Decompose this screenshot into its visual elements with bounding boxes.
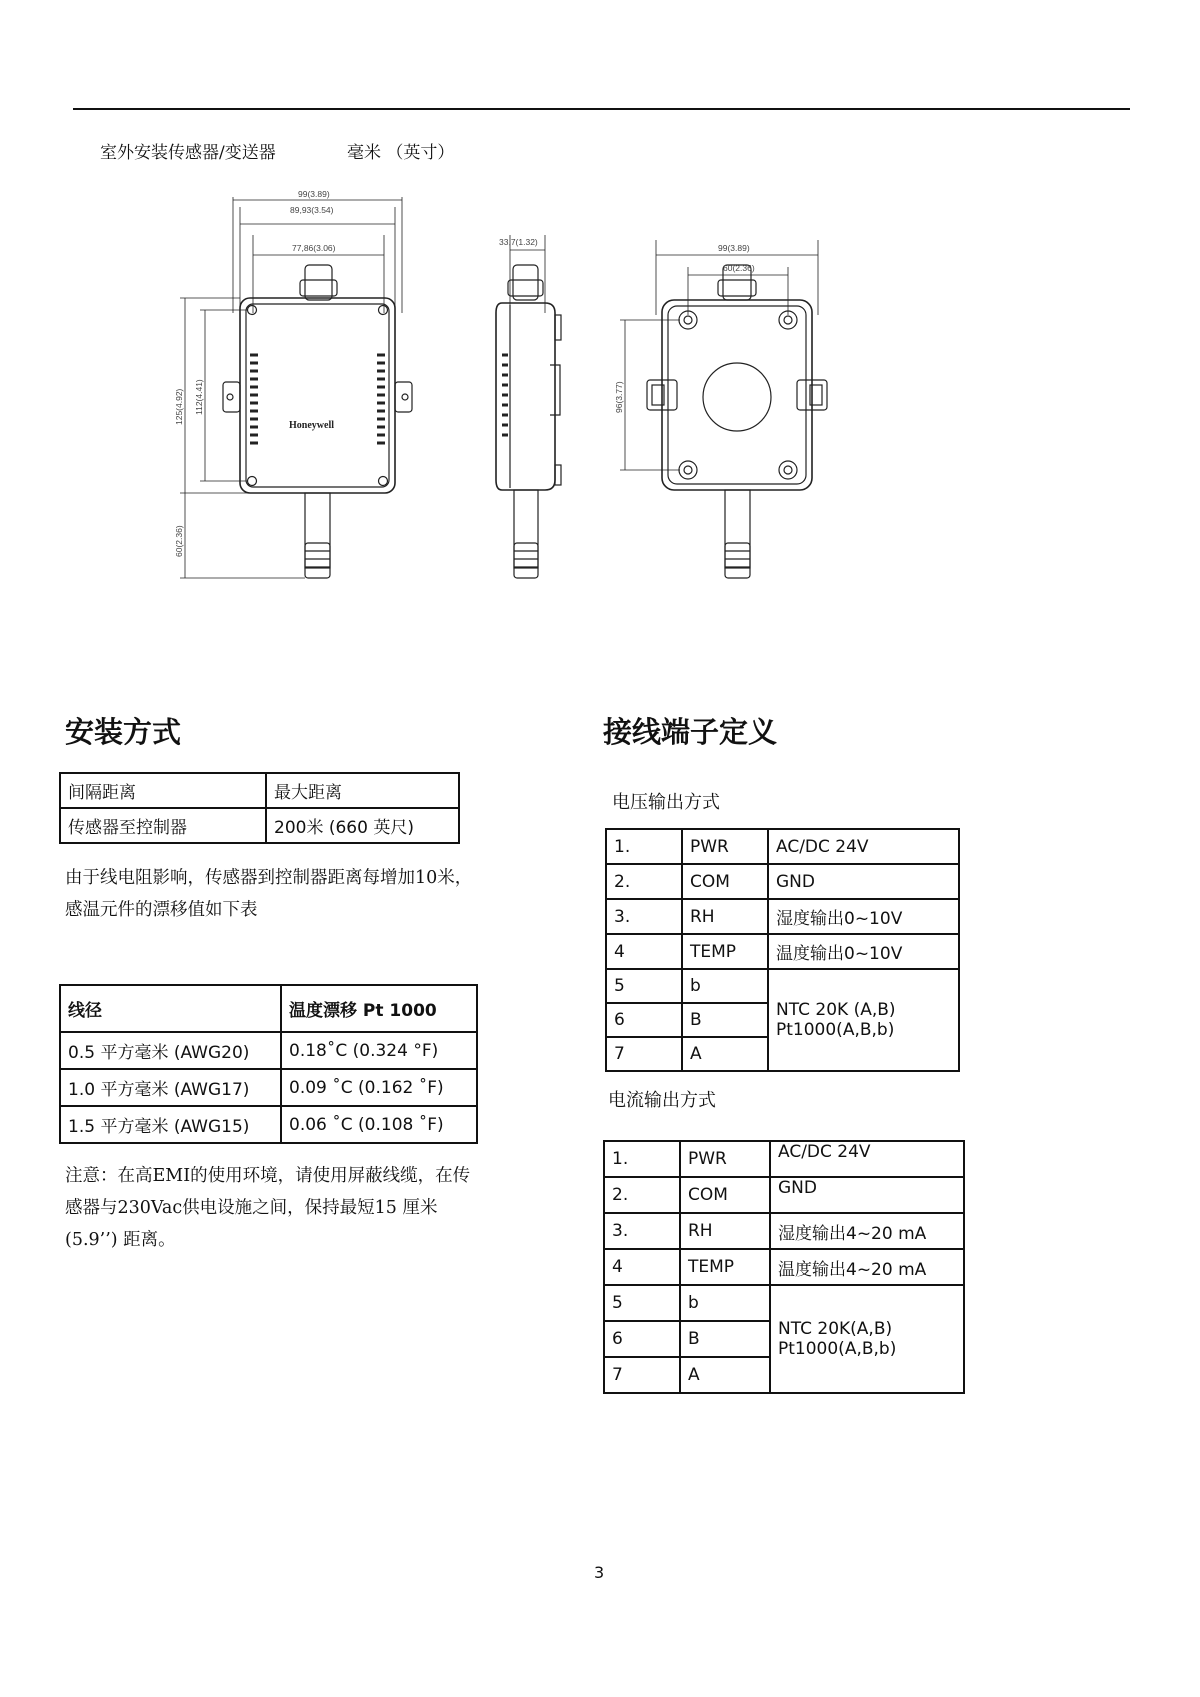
dim-back-hole-height: 96(3.77) [614, 381, 624, 413]
dim-back-outer-width: 99(3.89) [718, 243, 750, 253]
drift-note-line: 由于线电阻影响，传感器到控制器距离每增加10米， [65, 868, 473, 888]
table-cell: 200米 (660 英尺) [266, 808, 459, 843]
drift-note-line: 感温元件的漂移值如下表 [65, 900, 258, 920]
terminal-name: PWR [682, 829, 768, 864]
table-row [60, 773, 459, 808]
table-cell: 0.18˚C (0.324 °F) [281, 1032, 477, 1069]
emi-warning-line: (5.9’’) 距离。 [65, 1230, 176, 1250]
table-cell: 0.5 平方毫米 (AWG20) [60, 1032, 281, 1069]
dim-front-total-height: 125(4.92) [174, 388, 184, 425]
table-cell: 0.06 ˚C (0.108 ˚F) [281, 1106, 477, 1143]
emi-warning-line: 注意：在高EMI的使用环境，请使用屏蔽线缆，在传 [65, 1166, 471, 1186]
terminal-name: PWR [680, 1141, 770, 1177]
table-row [60, 1106, 477, 1143]
terminal-function: 湿度输出0~10V [768, 899, 959, 934]
terminal-name: TEMP [682, 934, 768, 969]
distance-table [59, 772, 460, 844]
product-label: 室外安装传感器/变送器 [100, 143, 276, 163]
table-row [606, 829, 959, 864]
page-number: 3 [594, 1563, 605, 1582]
terminal-function: AC/DC 24V [770, 1141, 964, 1177]
table-cell: 传感器至控制器 [60, 808, 266, 843]
terminal-number: 1. [604, 1141, 680, 1177]
terminal-name: A [680, 1357, 770, 1393]
terminal-number: 6 [606, 1003, 682, 1037]
terminal-number: 5 [606, 969, 682, 1003]
table-row [606, 864, 959, 899]
terminal-function: GND [768, 864, 959, 899]
emi-warning-line: 感器与230Vac供电设施之间，保持最短15 厘米 [65, 1198, 438, 1218]
terminal-number: 2. [604, 1177, 680, 1213]
voltage-terminal-table [605, 828, 960, 1072]
dim-front-outer-width: 99(3.89) [298, 189, 330, 199]
terminal-function: 温度输出4~20 mA [770, 1249, 964, 1285]
table-cell: 1.5 平方毫米 (AWG15) [60, 1106, 281, 1143]
voltage-subtitle: 电压输出方式 [612, 792, 720, 813]
table-header-cell: 间隔距离 [60, 773, 266, 808]
wiring-title: 接线端子定义 [603, 715, 778, 749]
table-cell: 0.09 ˚C (0.162 ˚F) [281, 1069, 477, 1106]
terminal-name: B [680, 1321, 770, 1357]
table-row [604, 1285, 964, 1321]
current-subtitle: 电流输出方式 [608, 1090, 716, 1111]
dim-back-hole-width: 60(2.36) [723, 263, 755, 273]
installation-title: 安装方式 [65, 715, 182, 749]
terminal-number: 3. [606, 899, 682, 934]
drift-note [65, 862, 535, 926]
terminal-name: TEMP [680, 1249, 770, 1285]
table-row [604, 1213, 964, 1249]
dim-side-depth: 33,7(1.32) [499, 237, 538, 247]
table-row [60, 1032, 477, 1069]
table-row [604, 1177, 964, 1213]
terminal-number: 4 [606, 934, 682, 969]
terminal-number: 2. [606, 864, 682, 899]
terminal-number: 5 [604, 1285, 680, 1321]
header-rule [73, 108, 1130, 110]
table-header-cell: 线径 [60, 985, 281, 1032]
terminal-function: AC/DC 24V [768, 829, 959, 864]
terminal-function: 温度输出0~10V [768, 934, 959, 969]
terminal-number: 7 [606, 1037, 682, 1071]
ntc-line: NTC 20K(A,B) [778, 1319, 893, 1339]
current-terminal-table [603, 1140, 965, 1394]
terminal-name: RH [682, 899, 768, 934]
terminal-number: 7 [604, 1357, 680, 1393]
terminal-number: 3. [604, 1213, 680, 1249]
terminal-name: COM [682, 864, 768, 899]
terminal-number: 1. [606, 829, 682, 864]
table-header-cell: 最大距离 [266, 773, 459, 808]
drift-table [59, 984, 478, 1144]
table-row [606, 934, 959, 969]
unit-label: 毫米 （英寸） [347, 143, 455, 163]
ntc-line: Pt1000(A,B,b) [778, 1339, 897, 1359]
terminal-function: 湿度输出4~20 mA [770, 1213, 964, 1249]
terminal-function-ntc [768, 969, 959, 1071]
terminal-function: GND [770, 1177, 964, 1213]
table-row [606, 899, 959, 934]
terminal-name: COM [680, 1177, 770, 1213]
terminal-number: 4 [604, 1249, 680, 1285]
dim-front-hole-height: 112(4.41) [194, 379, 204, 415]
terminal-function-ntc [770, 1285, 964, 1393]
dim-front-mid-width: 89,93(3.54) [290, 205, 334, 215]
dim-probe-length: 60(2.36) [174, 525, 184, 557]
brand-logo: Honeywell [289, 420, 334, 431]
table-cell: 1.0 平方毫米 (AWG17) [60, 1069, 281, 1106]
table-row [606, 969, 959, 1003]
terminal-name: B [682, 1003, 768, 1037]
dimension-drawing [150, 185, 870, 645]
terminal-name: b [682, 969, 768, 1003]
table-header-cell: 温度漂移 Pt 1000 [281, 985, 477, 1032]
ntc-line: NTC 20K (A,B) [776, 1000, 896, 1020]
terminal-name: b [680, 1285, 770, 1321]
table-row [604, 1141, 964, 1177]
dim-front-inner-width: 77,86(3.06) [292, 243, 336, 253]
table-row [60, 808, 459, 843]
terminal-name: A [682, 1037, 768, 1071]
table-row [60, 985, 477, 1032]
table-row [604, 1249, 964, 1285]
table-row [60, 1069, 477, 1106]
terminal-number: 6 [604, 1321, 680, 1357]
emi-warning [65, 1160, 545, 1256]
ntc-line: Pt1000(A,B,b) [776, 1020, 895, 1040]
terminal-name: RH [680, 1213, 770, 1249]
